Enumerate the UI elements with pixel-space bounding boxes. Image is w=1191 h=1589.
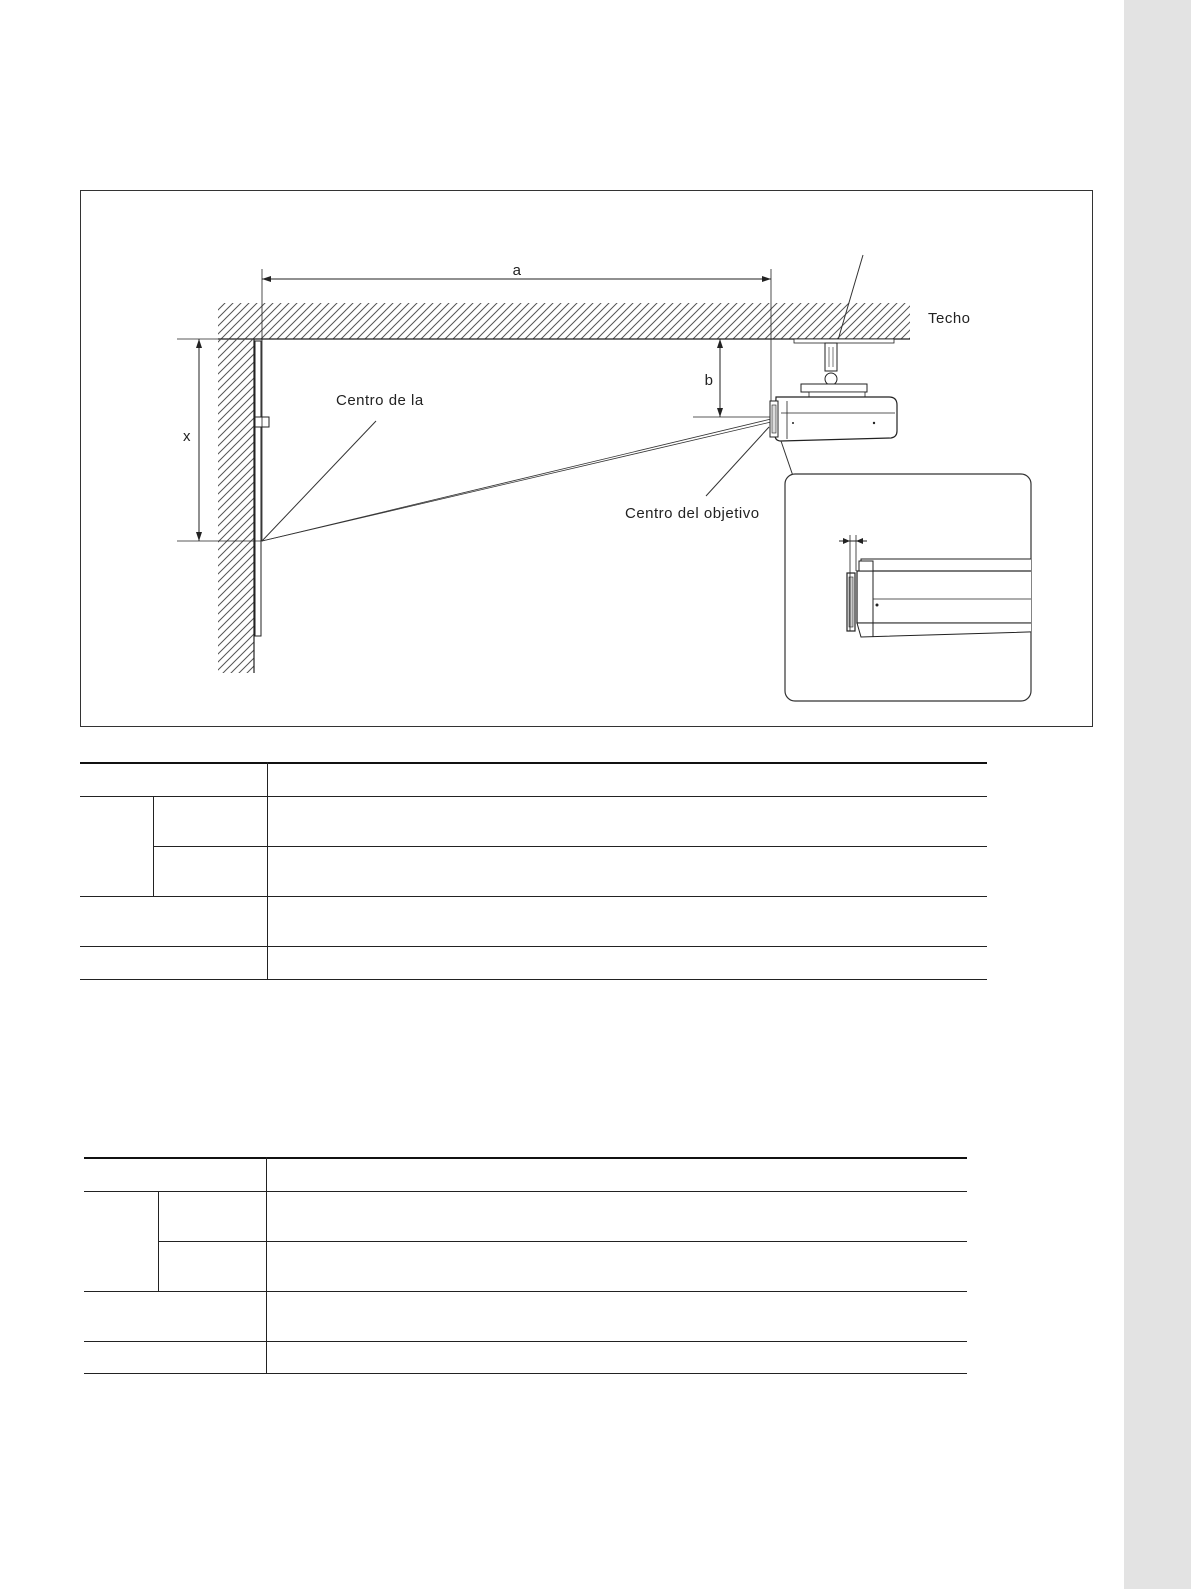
dimension-x-arrow-bottom — [196, 532, 202, 541]
table-2-divider — [158, 1191, 159, 1291]
table-2-divider — [266, 1157, 267, 1373]
table-2-rule — [158, 1241, 967, 1242]
label-screen-center: Centro de la — [336, 392, 424, 409]
table-1-rule — [80, 762, 987, 764]
table-1-divider — [153, 796, 154, 896]
dimension-x-arrow-top — [196, 339, 202, 348]
callout-pointer — [781, 441, 821, 476]
screen-panel — [255, 341, 261, 636]
projection-ray-lower — [262, 422, 771, 541]
page-side-tab — [1124, 0, 1191, 1589]
label-x: x — [183, 428, 191, 445]
label-b: b — [704, 372, 714, 389]
dimension-b-arrow-top — [717, 339, 723, 348]
dimension-a-arrow-left — [262, 276, 271, 282]
dimension-b-arrow-bottom — [717, 408, 723, 417]
table-2-rule — [84, 1291, 967, 1292]
installation-diagram-svg — [81, 191, 1092, 726]
table-2-rule — [84, 1191, 967, 1192]
table-2-rule — [84, 1157, 967, 1159]
label-a: a — [512, 262, 522, 279]
dimension-a-arrow-right — [762, 276, 771, 282]
wall-hatch — [218, 339, 254, 673]
leader-screen-center — [262, 421, 376, 541]
table-1-rule — [80, 979, 987, 980]
installation-diagram — [80, 190, 1093, 727]
dimension-table-1 — [80, 762, 987, 981]
table-1-rule — [80, 896, 987, 897]
label-lens-center: Centro del objetivo — [625, 505, 760, 522]
table-1-divider — [267, 762, 268, 979]
projection-ray-upper — [262, 419, 771, 541]
ceiling-mount — [794, 339, 894, 397]
table-2-rule — [84, 1341, 967, 1342]
leader-lens-center — [706, 427, 769, 496]
label-ceiling: Techo — [928, 310, 971, 327]
table-1-rule — [80, 946, 987, 947]
table-2-rule — [84, 1373, 967, 1374]
ceiling-hatch — [218, 303, 910, 339]
table-1-rule — [80, 796, 987, 797]
detail-inset-projector — [847, 559, 1061, 637]
table-1-rule — [153, 846, 987, 847]
dimension-table-2 — [84, 1157, 967, 1376]
projector — [770, 397, 897, 441]
